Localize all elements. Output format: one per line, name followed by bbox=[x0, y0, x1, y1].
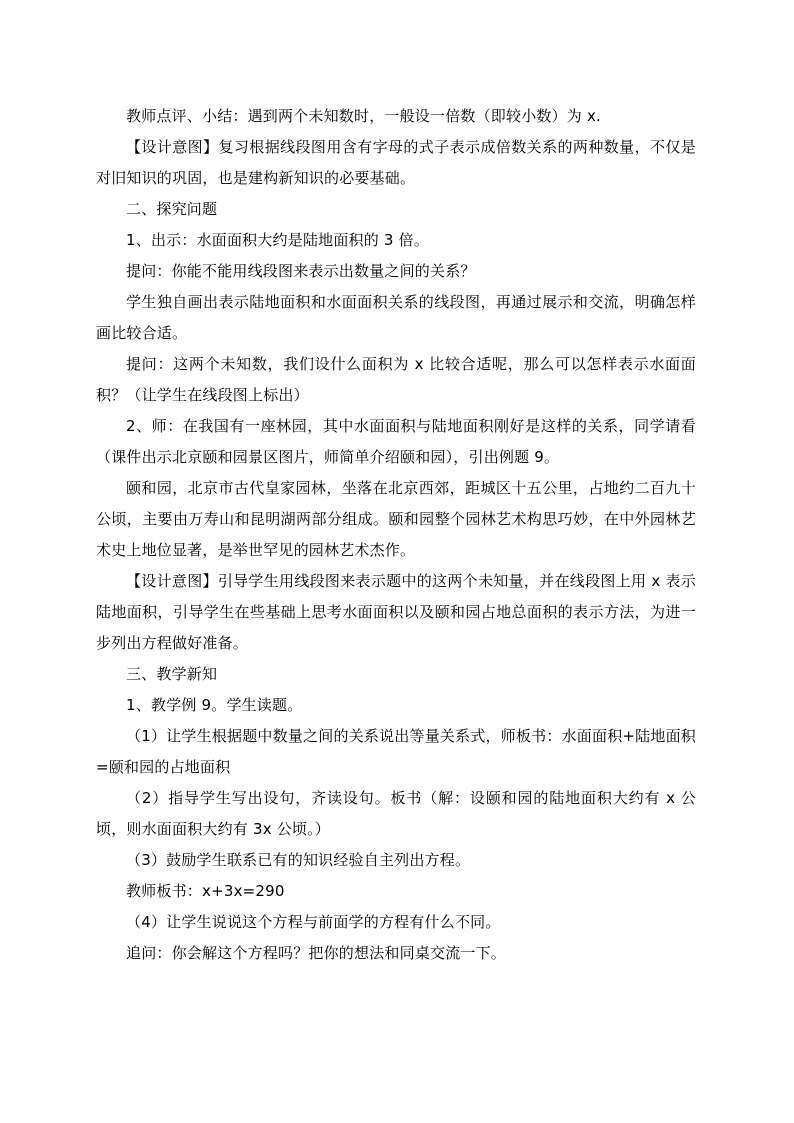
follow-up-question-paragraph: 追问：你会解这个方程吗？把你的想法和同桌交流一下。 bbox=[126, 944, 507, 962]
section-heading-explore: 二、探究问题 bbox=[126, 200, 218, 218]
step-2-paragraph: （2）指导学生写出设句，齐读设句。板书（解：设颐和园的陆地面积大约有 x 公顷，则水面面积大约有 3x 公顷。） bbox=[96, 789, 696, 838]
step-4-paragraph: （4）让学生说说这个方程与前面学的方程有什么不同。 bbox=[126, 913, 501, 931]
teacher-summary-paragraph: 教师点评、小结：遇到两个未知数时，一般设一倍数（即较小数）为 x. bbox=[126, 107, 602, 125]
document-body bbox=[96, 101, 696, 969]
step-3-paragraph: （3）鼓励学生联系已有的知识经验自主列出方程。 bbox=[126, 851, 471, 869]
student-drawing-paragraph: 学生独自画出表示陆地面积和水面面积关系的线段图，再通过展示和交流，明确怎样画比较合适。 bbox=[96, 293, 696, 342]
summer-palace-description-paragraph: 颐和园，北京市古代皇家园林，坐落在北京西郊，距城区十五公里，占地约二百九十公顷，主要由万寿山和昆明湖两部分组成。颐和园整个园林艺术构思巧妙，在中外园林艺术史上地位显著，是举世罕见的园林艺术杰作。 bbox=[96, 479, 696, 559]
show-problem-paragraph: 1、出示：水面面积大约是陆地面积的 3 倍。 bbox=[126, 231, 430, 249]
section-heading-new-knowledge: 三、教学新知 bbox=[126, 665, 218, 683]
board-equation-paragraph: 教师板书：x+3x=290 bbox=[126, 882, 285, 900]
teacher-garden-intro-paragraph: 2、师：在我国有一座林园，其中水面面积与陆地面积刚好是这样的关系，同学请看（课件出示北京颐和园景区图片，师简单介绍颐和园），引出例题 9。 bbox=[96, 417, 696, 466]
design-intent-paragraph-2: 【设计意图】引导学生用线段图来表示题中的这两个未知量，并在线段图上用 x 表示陆地面积，引导学生在些基础上思考水面面积以及颐和园占地总面积的表示方法，为进一步列出方程做好准备。 bbox=[96, 572, 696, 652]
question-line-diagram-paragraph: 提问：你能不能用线段图来表示出数量之间的关系？ bbox=[126, 262, 476, 280]
question-unknowns-paragraph: 提问：这两个未知数，我们设什么面积为 x 比较合适呢，那么可以怎样表示水面面积？（让学生在线段图上标出） bbox=[96, 355, 696, 404]
step-1-paragraph: （1）让学生根据题中数量之间的关系说出等量关系式，师板书：水面面积+陆地面积=颐和园的占地面积 bbox=[96, 727, 696, 776]
teach-example-paragraph: 1、教学例 9。学生读题。 bbox=[126, 696, 303, 714]
design-intent-paragraph-1: 【设计意图】复习根据线段图用含有字母的式子表示成倍数关系的两种数量，不仅是对旧知识的巩固，也是建构新知识的必要基础。 bbox=[96, 138, 696, 187]
